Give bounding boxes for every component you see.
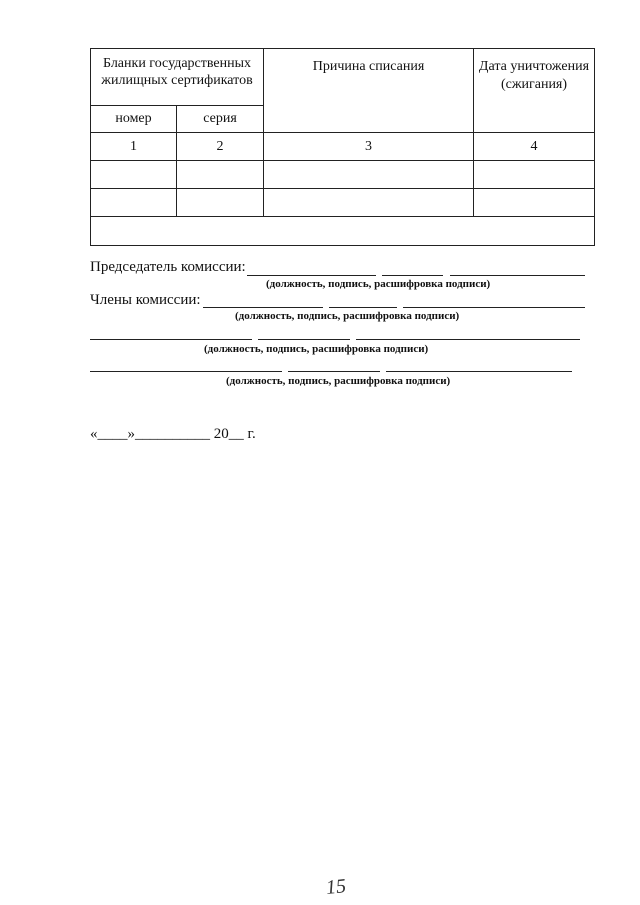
member3-caption: (должность, подпись, расшифровка подписи)	[226, 375, 451, 387]
table-cell[interactable]	[177, 161, 264, 189]
date-line[interactable]: «____»__________ 20__ г.	[90, 426, 256, 442]
table-cell[interactable]	[91, 189, 177, 217]
member1-caption: (должность, подпись, расшифровка подписи)	[235, 310, 460, 322]
header-reason: Причина списания	[264, 49, 474, 133]
table-cell-merged[interactable]	[91, 217, 595, 246]
chairman-position-line[interactable]	[247, 275, 376, 276]
member2-position-line[interactable]	[90, 339, 252, 340]
chairman-signature-line[interactable]	[382, 275, 443, 276]
table-cell[interactable]	[474, 161, 595, 189]
member1-signature-line[interactable]	[329, 307, 397, 308]
member2-caption: (должность, подпись, расшифровка подписи)	[204, 343, 429, 355]
page-number: 15	[324, 875, 348, 899]
chairman-label: Председатель комиссии:	[90, 259, 246, 275]
certificates-table	[90, 48, 595, 246]
chairman-caption: (должность, подпись, расшифровка подписи)	[266, 278, 491, 290]
header-destruction-date: Дата уничтожения (сжигания)	[474, 49, 595, 133]
table-row	[91, 161, 595, 189]
member1-position-line[interactable]	[203, 307, 323, 308]
member3-signature-line[interactable]	[288, 371, 380, 372]
table-cell[interactable]	[264, 161, 474, 189]
column-number-1: 1	[91, 133, 177, 161]
members-label: Члены комиссии:	[90, 292, 201, 308]
chairman-name-line[interactable]	[450, 275, 585, 276]
table-row	[91, 189, 595, 217]
member2-signature-line[interactable]	[258, 339, 350, 340]
table-cell[interactable]	[474, 189, 595, 217]
member2-name-line[interactable]	[356, 339, 580, 340]
table-cell[interactable]	[91, 161, 177, 189]
header-series: серия	[177, 106, 264, 133]
member1-name-line[interactable]	[403, 307, 585, 308]
column-number-2: 2	[177, 133, 264, 161]
table-row	[91, 217, 595, 246]
table-cell[interactable]	[177, 189, 264, 217]
table-cell[interactable]	[264, 189, 474, 217]
column-number-4: 4	[474, 133, 595, 161]
member3-name-line[interactable]	[386, 371, 572, 372]
member3-position-line[interactable]	[90, 371, 282, 372]
column-number-3: 3	[264, 133, 474, 161]
header-certificate-blanks: Бланки государственных жилищных сертификатов	[91, 49, 264, 106]
header-number: номер	[91, 106, 177, 133]
